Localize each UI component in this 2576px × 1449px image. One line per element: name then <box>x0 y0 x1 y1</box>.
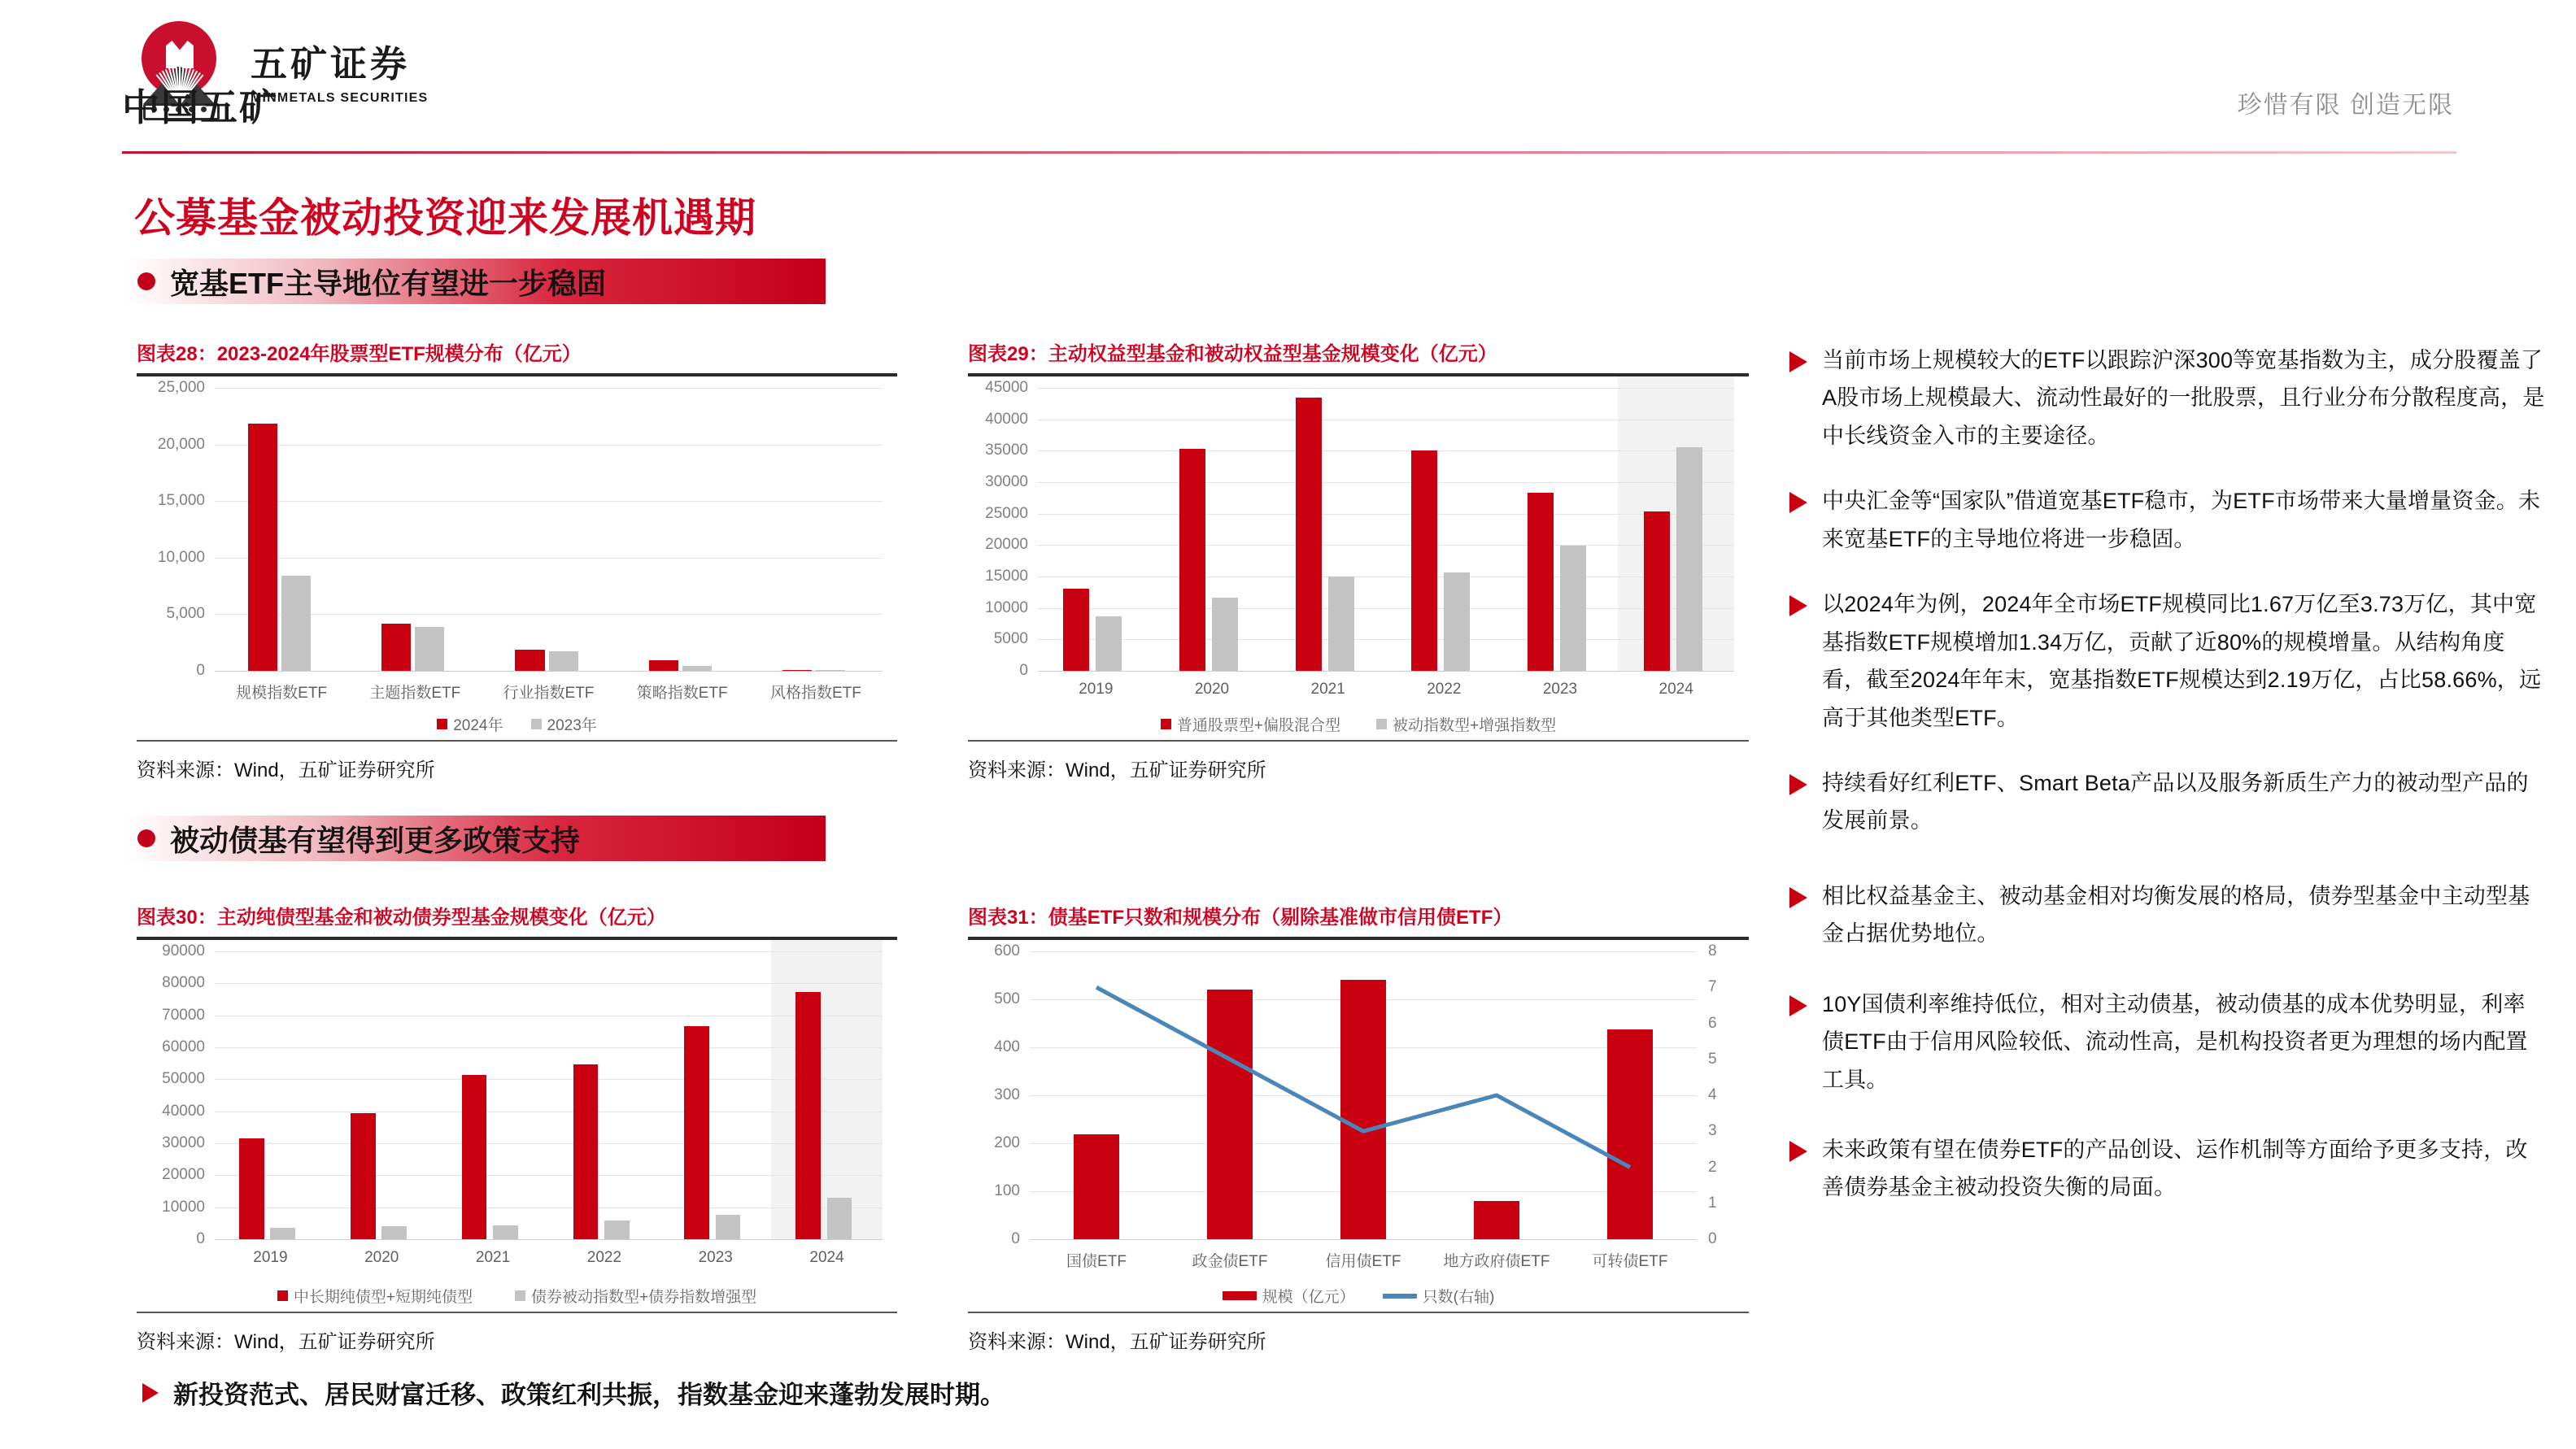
bar <box>573 1064 599 1239</box>
chart-28-canvas <box>137 376 897 734</box>
bar <box>684 1026 709 1239</box>
right-y-axis-tick-label: 2 <box>1708 1158 1717 1176</box>
gridline <box>215 951 883 952</box>
y-axis-tick-label: 300 <box>994 1086 1020 1103</box>
highlight-band <box>771 940 883 1239</box>
gridline <box>215 1175 883 1176</box>
y-axis-tick-label: 0 <box>1019 662 1028 679</box>
gridline <box>215 1239 883 1240</box>
bar <box>1676 447 1702 671</box>
bar <box>270 1228 295 1239</box>
right-y-axis-tick-label: 5 <box>1708 1050 1717 1068</box>
gridline <box>1038 482 1734 483</box>
y-axis-tick-label: 60000 <box>162 1038 205 1055</box>
list-item <box>1789 1131 2546 1207</box>
chart-panel-30 <box>137 901 897 1353</box>
x-axis-tick-label: 2021 <box>1310 681 1345 698</box>
legend-item <box>1383 1285 1495 1307</box>
legend-item <box>515 1285 756 1307</box>
triangle-bullet-icon <box>1789 595 1807 616</box>
gridline <box>1038 388 1734 389</box>
x-axis-tick-label: 2022 <box>1427 681 1462 698</box>
list-item <box>1789 585 2546 737</box>
y-axis-tick-label: 500 <box>994 990 1020 1007</box>
bar <box>462 1075 487 1239</box>
x-axis-tick-label: 地方政府债ETF <box>1443 1253 1550 1270</box>
triangle-bullet-icon <box>1789 995 1807 1016</box>
chart-panel-29 <box>968 337 1749 781</box>
x-axis-tick-label: 2019 <box>253 1249 288 1266</box>
x-axis-tick-label: 2024 <box>809 1249 844 1266</box>
x-axis-tick-label: 2023 <box>1542 681 1578 698</box>
y-axis-tick-label: 20000 <box>985 536 1028 554</box>
bar <box>1328 577 1354 671</box>
header-tagline: 珍惜有限 创造无限 <box>2237 92 2454 119</box>
y-axis-tick-label: 0 <box>1011 1230 1020 1247</box>
list-item <box>1789 877 2546 953</box>
chart-28-title: 图表28：2023-2024年股票型ETF规模分布（亿元） <box>137 343 582 365</box>
gridline <box>215 501 883 502</box>
bar <box>1212 598 1238 671</box>
x-axis-tick-label: 2020 <box>364 1249 399 1266</box>
gridline <box>1038 545 1734 546</box>
y-axis-tick-label: 200 <box>994 1134 1020 1151</box>
gridline <box>215 1079 883 1080</box>
chart-legend <box>137 713 897 735</box>
insight-bullet-list <box>1789 342 2546 1234</box>
bullet-text: 相比权益基金主、被动基金相对均衡发展的格局，债券型基金中主动型基金占据优势地位。 <box>1822 883 2530 946</box>
legend-label: 中长期纯债型+短期纯债型 <box>293 1289 473 1306</box>
gridline <box>1038 608 1734 609</box>
bullet-text: 未来政策有望在债券ETF的产品创设、运作机制等方面给予更多支持，改善债券基金主被动投资失衡的局面。 <box>1822 1138 2528 1200</box>
gridline <box>215 1143 883 1144</box>
legend-swatch <box>437 719 447 729</box>
legend-swatch <box>531 719 542 729</box>
y-axis-tick-label: 10000 <box>985 598 1028 616</box>
y-axis-tick-label: 45000 <box>985 379 1028 396</box>
chart-legend <box>968 713 1749 735</box>
x-axis-tick-label: 2021 <box>475 1249 511 1266</box>
gridline <box>215 558 883 559</box>
y-axis-tick-label: 90000 <box>162 942 205 959</box>
page-title: 公募基金被动投资迎来发展机遇期 <box>134 195 756 241</box>
bar <box>415 627 444 671</box>
bar <box>682 666 712 671</box>
logo-name-en: MINMETALS SECURITIES <box>251 91 429 105</box>
x-axis-tick-label: 规模指数ETF <box>236 685 328 702</box>
x-axis-tick-label: 信用债ETF <box>1325 1253 1401 1270</box>
triangle-bullet-icon <box>1789 492 1807 513</box>
gridline <box>1038 671 1734 672</box>
logo-company-zh: 中国五矿 <box>122 86 278 128</box>
legend-item <box>277 1285 473 1307</box>
chart-30-source: 资料来源：Wind，五矿证券研究所 <box>137 1331 435 1353</box>
footer-note-text: 新投资范式、居民财富迁移、政策红利共振，指数基金迎来蓬勃发展时期。 <box>173 1381 1005 1409</box>
right-y-axis-tick-label: 8 <box>1708 942 1717 959</box>
bar <box>716 1215 741 1239</box>
bar <box>1411 450 1437 671</box>
y-axis-tick-label: 20,000 <box>157 435 205 453</box>
x-axis-tick-label: 政金债ETF <box>1192 1253 1268 1270</box>
chart-31-source: 资料来源：Wind，五矿证券研究所 <box>968 1331 1266 1353</box>
bar <box>239 1138 264 1239</box>
y-axis-tick-label: 600 <box>994 942 1020 959</box>
y-axis-tick-label: 400 <box>994 1038 1020 1055</box>
bar <box>351 1113 376 1239</box>
legend-label: 债券被动指数型+债券指数增强型 <box>531 1289 757 1306</box>
bullet-text: 10Y国债利率维持低位，相对主动债基，被动债基的成本优势明显，利率债ETF由于信用风险较低、流动性高，是机构投资者更为理想的场内配置工具。 <box>1822 991 2528 1092</box>
legend-swatch <box>277 1290 288 1301</box>
y-axis-tick-label: 25000 <box>985 504 1028 522</box>
right-y-axis-tick-label: 6 <box>1708 1014 1717 1032</box>
x-axis-tick-label: 风格指数ETF <box>769 685 861 702</box>
bar <box>1296 398 1322 671</box>
y-axis-tick-label: 5000 <box>993 630 1028 648</box>
bar <box>493 1225 518 1239</box>
y-axis-tick-label: 25,000 <box>157 379 205 396</box>
list-item <box>1789 342 2546 455</box>
page-header <box>0 0 2576 159</box>
section-header-2 <box>126 816 826 861</box>
y-axis-tick-label: 20000 <box>162 1166 205 1184</box>
chart-29-title: 图表29：主动权益型基金和被动权益型基金规模变化（亿元） <box>968 343 1497 365</box>
y-axis-tick-label: 80000 <box>162 974 205 992</box>
gridline <box>215 1047 883 1048</box>
y-axis-tick-label: 30000 <box>162 1134 205 1151</box>
bar <box>649 660 678 671</box>
bullet-text: 当前市场上规模较大的ETF以跟踪沪深300等宽基指数为主，成分股覆盖了A股市场上规模最大、流动性最好的一批股票，且行业分布分散程度高，是中长线资金入市的主要途径。 <box>1822 348 2545 448</box>
y-axis-tick-label: 100 <box>994 1182 1020 1199</box>
section-header-1-label: 宽基ETF主导地位有望进一步稳固 <box>170 266 606 300</box>
legend-swatch <box>1223 1291 1257 1300</box>
y-axis-tick-label: 50000 <box>162 1070 205 1088</box>
legend-label: 普通股票型+偏股混合型 <box>1176 717 1340 734</box>
right-y-axis-tick-label: 3 <box>1708 1122 1717 1140</box>
chart-30-source-rule <box>137 1312 897 1313</box>
bar <box>515 650 544 671</box>
right-y-axis-tick-label: 4 <box>1708 1086 1717 1103</box>
bullet-text: 中央汇金等“国家队”借道宽基ETF稳市，为ETF市场带来大量增量资金。未来宽基ETF的主导地位将进一步稳固。 <box>1822 489 2541 551</box>
legend-swatch <box>515 1290 525 1301</box>
bullet-dot-icon <box>137 272 155 290</box>
chart-30-title: 图表30：主动纯债型基金和被动债券型基金规模变化（亿元） <box>137 907 666 929</box>
bar <box>782 670 812 671</box>
list-item <box>1789 764 2546 840</box>
bar <box>549 651 578 671</box>
triangle-bullet-icon <box>1789 774 1807 795</box>
chart-28-source-rule <box>137 740 897 742</box>
legend-item <box>437 713 503 735</box>
gridline <box>215 388 883 389</box>
legend-label: 只数(右轴) <box>1422 1289 1495 1306</box>
x-axis-tick-label: 主题指数ETF <box>369 685 461 702</box>
chart-legend <box>968 1285 1749 1307</box>
gridline <box>1038 450 1734 451</box>
bar <box>795 992 821 1239</box>
y-axis-tick-label: 0 <box>196 662 205 679</box>
x-axis-tick-label: 国债ETF <box>1066 1253 1127 1270</box>
bar <box>827 1198 852 1239</box>
chart-29-canvas <box>968 376 1749 734</box>
bar <box>248 424 277 671</box>
chart-31-canvas <box>968 940 1749 1306</box>
bar <box>381 624 411 671</box>
triangle-bullet-icon <box>1789 887 1807 908</box>
bar <box>816 670 845 671</box>
gridline <box>1038 639 1734 640</box>
x-axis-tick-label: 策略指数ETF <box>636 685 728 702</box>
gridline <box>215 671 883 672</box>
bar <box>1644 511 1670 671</box>
gridline <box>1038 514 1734 515</box>
legend-item <box>1161 713 1340 735</box>
x-axis-tick-label: 行业指数ETF <box>503 685 595 702</box>
legend-item <box>531 713 597 735</box>
legend-swatch <box>1383 1294 1417 1299</box>
y-axis-tick-label: 10,000 <box>157 548 205 566</box>
y-axis-tick-label: 15000 <box>985 568 1028 585</box>
gridline <box>215 445 883 446</box>
legend-item <box>1376 713 1556 735</box>
section-header-1 <box>126 259 826 304</box>
legend-label: 被动指数型+增强指数型 <box>1393 717 1557 734</box>
header-divider <box>122 151 2456 154</box>
bar <box>1063 589 1089 671</box>
bullet-text: 以2024年为例，2024年全市场ETF规模同比1.67万亿至3.73万亿，其中宽基指数ETF规模增加1.34万亿，贡献了近80%的规模增量。从结构角度看，截至2024年年末，宽基指数ETF规模达到2.19万亿，占比58.66%，远高于其他类型ETF。 <box>1822 592 2542 730</box>
bullet-text: 持续看好红利ETF、Smart Beta产品以及服务新质生产力的被动型产品的发展前景。 <box>1822 770 2529 833</box>
y-axis-tick-label: 15,000 <box>157 492 205 510</box>
y-axis-tick-label: 10000 <box>162 1198 205 1216</box>
footer-note <box>142 1374 1005 1411</box>
line-series <box>968 940 1749 1290</box>
x-axis-tick-label: 可转债ETF <box>1592 1253 1668 1270</box>
chart-legend <box>137 1285 897 1307</box>
chart-29-source-rule <box>968 740 1749 742</box>
x-axis-tick-label: 2019 <box>1079 681 1114 698</box>
x-axis-tick-label: 2023 <box>698 1249 733 1266</box>
y-axis-tick-label: 5,000 <box>166 605 205 623</box>
right-y-axis-tick-label: 7 <box>1708 978 1717 996</box>
legend-item <box>1223 1285 1355 1307</box>
y-axis-tick-label: 70000 <box>162 1006 205 1024</box>
chart-29-source: 资料来源：Wind，五矿证券研究所 <box>968 759 1266 781</box>
list-item <box>1789 482 2546 558</box>
logo-name-zh: 五矿证券 <box>251 43 411 85</box>
bar <box>381 1226 407 1239</box>
bar <box>1444 572 1470 671</box>
x-axis-tick-label: 2022 <box>586 1249 622 1266</box>
bar <box>1179 449 1205 671</box>
y-axis-tick-label: 0 <box>196 1230 205 1247</box>
gridline <box>215 983 883 984</box>
section-header-2-label: 被动债基有望得到更多政策支持 <box>170 823 581 857</box>
triangle-bullet-icon <box>1789 1141 1807 1162</box>
right-y-axis-tick-label: 1 <box>1708 1194 1717 1212</box>
y-axis-tick-label: 40000 <box>985 410 1028 428</box>
chart-31-title: 图表31：债基ETF只数和规模分布（剔除基准做市信用债ETF） <box>968 907 1513 929</box>
y-axis-tick-label: 30000 <box>985 473 1028 490</box>
chart-30-canvas <box>137 940 897 1306</box>
legend-swatch <box>1161 719 1171 729</box>
chart-28-source: 资料来源：Wind，五矿证券研究所 <box>137 759 435 781</box>
legend-label: 2024年 <box>453 717 503 734</box>
y-axis-tick-label: 40000 <box>162 1102 205 1120</box>
legend-label: 2023年 <box>547 717 597 734</box>
chart-31-source-rule <box>968 1312 1749 1313</box>
bar <box>1560 546 1586 671</box>
bar <box>281 576 311 671</box>
triangle-bullet-icon <box>142 1383 159 1403</box>
right-y-axis-tick-label: 0 <box>1708 1230 1717 1247</box>
list-item <box>1789 986 2546 1099</box>
y-axis-tick-label: 35000 <box>985 442 1028 459</box>
legend-swatch <box>1376 719 1387 729</box>
legend-label: 规模（亿元） <box>1262 1289 1355 1306</box>
gridline <box>215 614 883 615</box>
triangle-bullet-icon <box>1789 351 1807 372</box>
bar <box>604 1221 630 1239</box>
x-axis-tick-label: 2024 <box>1658 681 1693 698</box>
chart-panel-28 <box>137 337 897 781</box>
bullet-dot-icon <box>137 829 155 847</box>
x-axis-tick-label: 2020 <box>1194 681 1230 698</box>
bar <box>1528 493 1554 671</box>
bar <box>1096 616 1122 671</box>
chart-panel-31 <box>968 901 1749 1353</box>
